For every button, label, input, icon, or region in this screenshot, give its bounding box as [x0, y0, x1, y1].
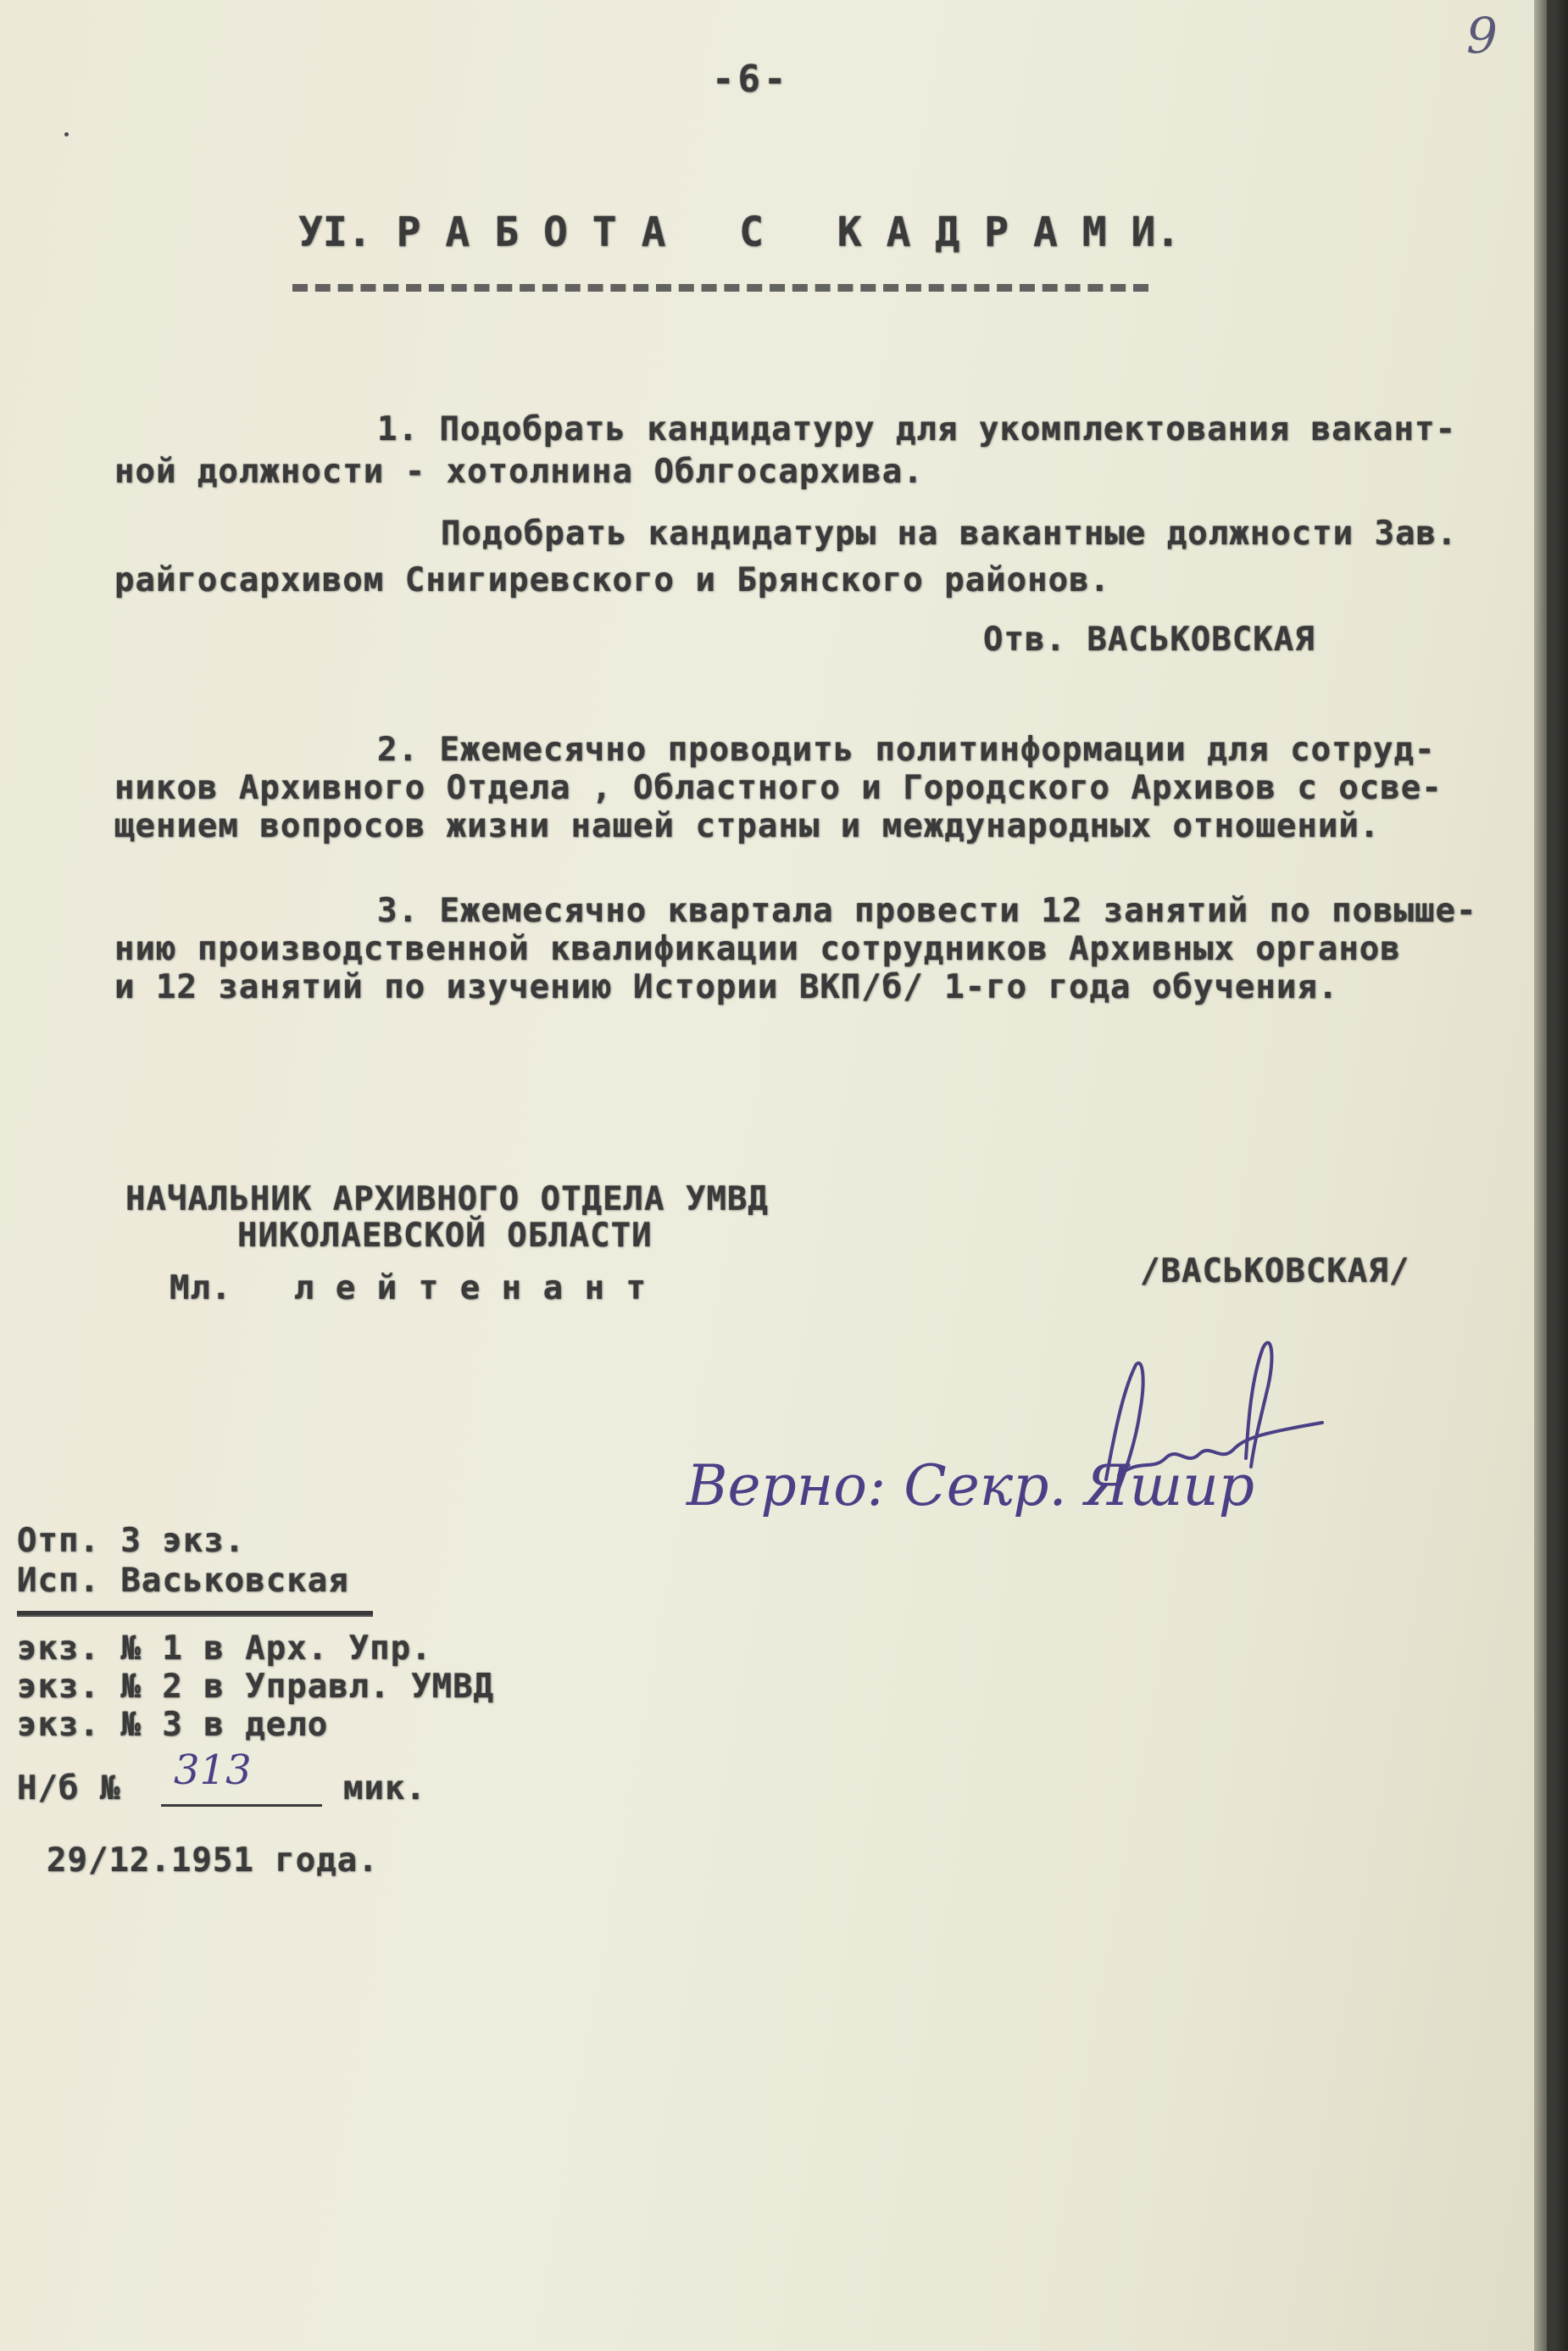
section2-line2: ников Архивного Отдела , Областного и Городского Архивов с осве- — [114, 769, 1443, 807]
page-number: -6- — [712, 58, 790, 101]
registration-number-underline — [161, 1804, 322, 1807]
distribution-3: экз. № 3 в дело — [17, 1706, 329, 1744]
signatory-title-line2: НИКОЛАЕВСКОЙ ОБЛАСТИ — [237, 1217, 653, 1255]
footer-divider — [17, 1611, 373, 1617]
section2-line1: 2. Ежемесячно проводить политинформации для сотруд- — [377, 731, 1436, 769]
section2-line3: щением вопросов жизни нашей страны и международных отношений. — [114, 807, 1381, 845]
section1-responsible: Отв. ВАСЬКОВСКАЯ — [983, 621, 1315, 659]
section3-line3: и 12 занятий по изучению Истории ВКП/б/ 1-го года обучения. — [114, 968, 1339, 1006]
registration-number: 313 — [174, 1747, 252, 1794]
section1-line1: 1. Подобрать кандидатуру для укомплектования вакант- — [377, 410, 1456, 448]
registration-prefix: Н/б № — [17, 1769, 121, 1808]
signature-loop — [1246, 1343, 1271, 1467]
section-heading: УІ. Р А Б О Т А С К А Д Р А М И. — [298, 209, 1181, 256]
section1-line2: ной должности - хотолнина Облгосархива. — [114, 453, 924, 491]
signatory-rank: Мл. л е й т е н а н т — [170, 1269, 648, 1307]
archive-page-number: 9 — [1466, 7, 1498, 64]
heading-underline — [292, 284, 1148, 292]
section1-line3: Подобрать кандидатуры на вакантные должности Зав. — [441, 515, 1458, 553]
section3-line1: 3. Ежемесячно квартала провести 12 занятий по повыше- — [377, 892, 1477, 930]
copies-count: Отп. 3 экз. — [17, 1522, 246, 1560]
section3-line2: нию производственной квалификации сотрудников Архивных органов — [114, 930, 1401, 968]
section1-line4: райгосархивом Снигиревского и Брянского районов. — [114, 561, 1111, 599]
signatory-name: /ВАСЬКОВСКАЯ/ — [1140, 1252, 1410, 1290]
scan-edge — [1534, 0, 1568, 2351]
distribution-2: экз. № 2 в Управл. УМВД — [17, 1668, 495, 1706]
distribution-1: экз. № 1 в Арх. Упр. — [17, 1630, 432, 1668]
document-date: 29/12.1951 года. — [47, 1841, 379, 1880]
certified-note: Верно: Секр. Яшир — [687, 1453, 1254, 1518]
handwritten-signature — [678, 1331, 1339, 1552]
executor: Исп. Васьковская — [17, 1562, 349, 1600]
ink-speck — [64, 132, 69, 136]
signatory-title-line1: НАЧАЛЬНИК АРХИВНОГО ОТДЕЛА УМВД — [125, 1180, 769, 1218]
registration-suffix: мик. — [343, 1769, 426, 1808]
